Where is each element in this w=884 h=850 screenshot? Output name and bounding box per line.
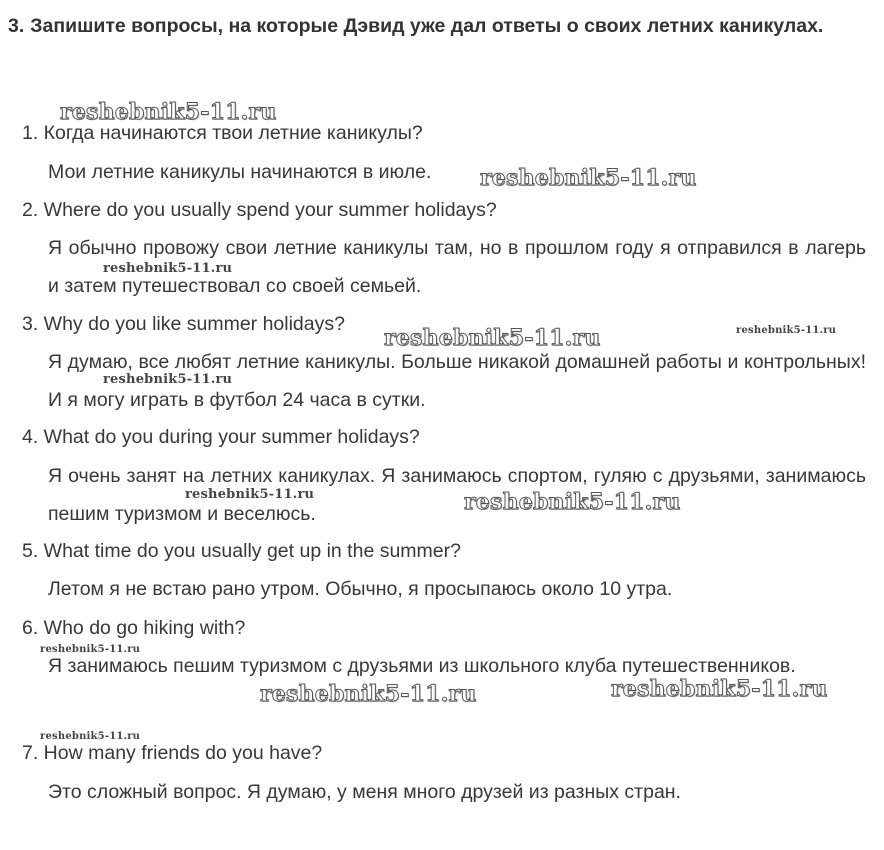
answer-text: Летом я не встаю рано утром. Обычно, я просыпаюсь около 10 утра. (48, 578, 673, 600)
watermark: reshebnik5-11.ru (384, 325, 601, 351)
answer-text: Мои летние каникулы начинаются в июле. (48, 161, 432, 183)
watermark: reshebnik5-11.ru (40, 731, 141, 742)
watermark: reshebnik5-11.ru (260, 681, 477, 707)
watermark: reshebnik5-11.ru (103, 372, 233, 387)
task-text: Запишите вопросы, на которые Дэвид уже дал ответы о своих летних каникулах. (30, 15, 824, 37)
answer-text: Я обычно провожу свои летние каникулы там, но в прошлом году я отправился в лагерь и затем путешествовал со своей семьей. (48, 237, 866, 297)
watermark: reshebnik5-11.ru (103, 261, 233, 276)
question-text: 2. Where do you usually spend your summer holidays? (22, 199, 497, 221)
question-text: 1. Когда начинаются твои летние каникулы? (22, 122, 423, 144)
answer-text: Я занимаюсь пешим туризмом с друзьями из школьного клуба путешественников. (48, 655, 796, 677)
watermark: reshebnik5-11.ru (736, 325, 837, 336)
question-text: 5. What time do you usually get up in the summer? (22, 540, 461, 562)
watermark: reshebnik5-11.ru (480, 165, 697, 191)
watermark: reshebnik5-11.ru (611, 676, 828, 702)
watermark: reshebnik5-11.ru (60, 99, 277, 125)
answer-text: Это сложный вопрос. Я думаю, у меня много друзей из разных стран. (48, 781, 681, 803)
answer-text: Я очень занят на летних каникулах. Я занимаюсь спортом, гуляю с друзьями, занимаюсь пешим туризмом и веселюсь. (48, 465, 866, 525)
question-text: 3. Why do you like summer holidays? (22, 313, 345, 335)
watermark: reshebnik5-11.ru (40, 644, 141, 655)
question-text: 6. Who do go hiking with? (22, 617, 246, 639)
watermark: reshebnik5-11.ru (185, 487, 315, 502)
answer-text: Я думаю, все любят летние каникулы. Больше никакой домашней работы и контрольных! И я могу играть в футбол 24 часа в сутки. (48, 351, 866, 411)
question-text: 4. What do you during your summer holidays? (22, 426, 420, 448)
task-number: 3. (8, 15, 25, 37)
watermark: reshebnik5-11.ru (464, 489, 681, 515)
question-text: 7. How many friends do you have? (22, 742, 323, 764)
